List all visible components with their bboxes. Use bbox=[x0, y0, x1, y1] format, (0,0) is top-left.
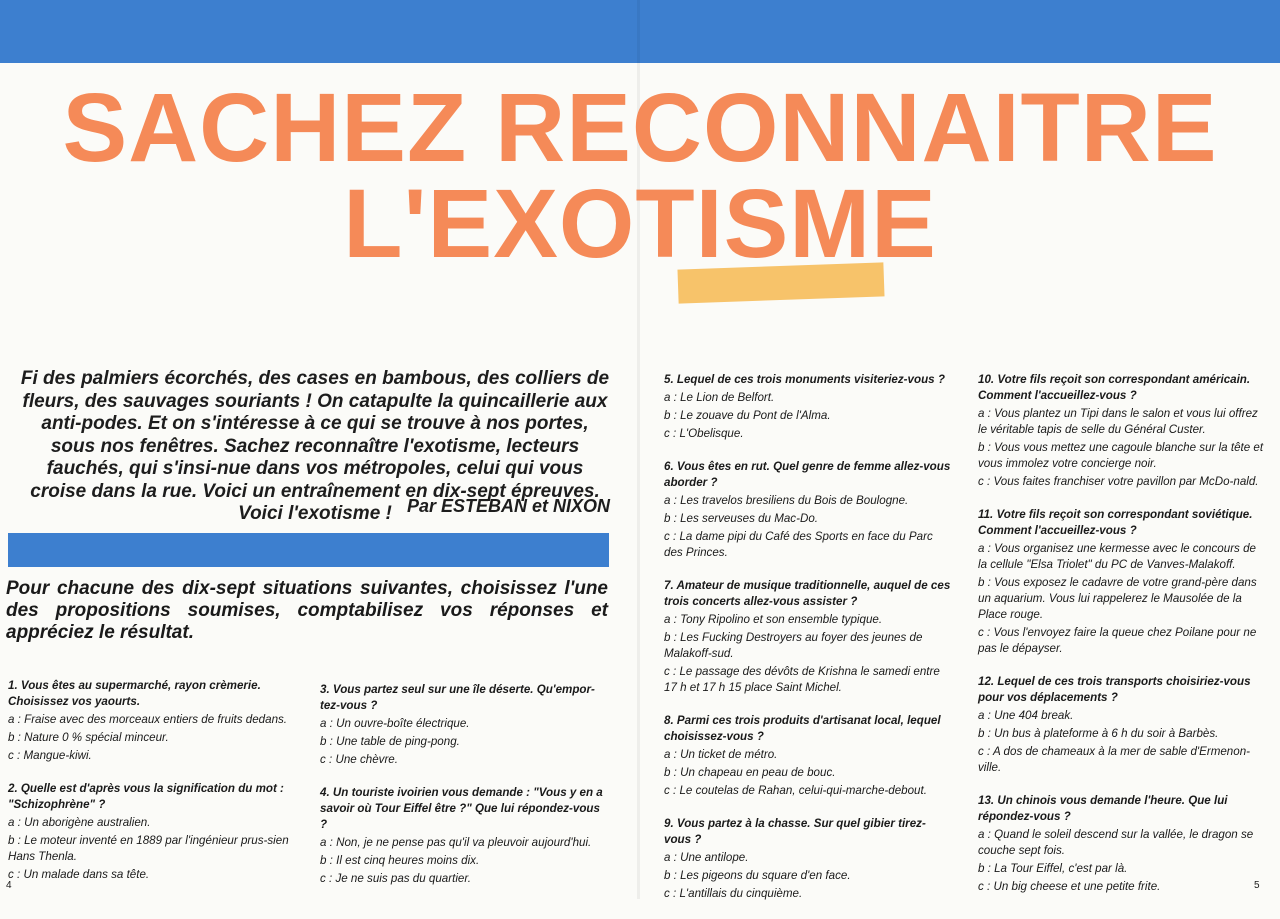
quiz-column-2 bbox=[320, 682, 608, 904]
question-7 bbox=[664, 578, 952, 696]
answer-option: b : Les serveuses du Mac-Do. bbox=[664, 512, 819, 525]
answer-option: a : Un ticket de métro. bbox=[664, 748, 778, 761]
page-title bbox=[0, 73, 1280, 278]
question-3 bbox=[320, 682, 608, 768]
question-1 bbox=[8, 678, 294, 764]
top-color-band bbox=[0, 0, 1280, 63]
quiz-column-1 bbox=[8, 678, 294, 900]
answer-list bbox=[664, 390, 952, 442]
answer-option: a : Le Lion de Belfort. bbox=[664, 391, 775, 404]
answer-list bbox=[320, 716, 608, 768]
answer-list bbox=[664, 747, 952, 799]
intro-paragraph: Fi des palmiers écorchés, des cases en bambous, des colliers de fleurs, des sauvages souriants ! On catapulte la quincaillerie aux anti-podes. Et on s'intéresse à ce qui se trouve à nos portes, sous nos fenêtres. Sachez reconnaître l'exotisme, lecteurs fauchés, qui s'insi-nue dans vos métropoles, celui qui vous croise dans la rue. Voici un entraînement en dix-sept épreuves. Voici l'exotisme ! bbox=[20, 368, 610, 524]
answer-option: a : Quand le soleil descend sur la vallée, le dragon se couche sept fois. bbox=[978, 828, 1254, 857]
answer-list bbox=[8, 815, 294, 883]
quiz-column-3 bbox=[664, 372, 952, 919]
answer-option: b : Un bus à plateforme à 6 h du soir à Barbès. bbox=[978, 727, 1219, 740]
answer-option: b : Le moteur inventé en 1889 par l'ingénieur prus-sien Hans Thenla. bbox=[8, 834, 289, 863]
question-12 bbox=[978, 674, 1266, 776]
question-text: 7. Amateur de musique traditionnelle, auquel de ces trois concerts allez-vous assister ? bbox=[664, 579, 951, 608]
question-text: 10. Votre fils reçoit son correspondant américain. Comment l'accueillez-vous ? bbox=[978, 373, 1251, 402]
answer-list bbox=[978, 541, 1266, 657]
question-text: 4. Un touriste ivoirien vous demande : "Vous y en a savoir où Tour Eiffel être ?" Que lui répondez-vous ? bbox=[320, 786, 603, 831]
quiz-column-4 bbox=[978, 372, 1266, 912]
answer-option: c : Vous faites franchiser votre pavillon par McDo-nald. bbox=[978, 475, 1259, 488]
answer-option: c : Vous l'envoyez faire la queue chez Poilane pour ne pas le dépayser. bbox=[978, 626, 1257, 655]
answer-list bbox=[978, 827, 1266, 895]
answer-option: c : L'Obelisque. bbox=[664, 427, 744, 440]
answer-option: a : Tony Ripolino et son ensemble typique. bbox=[664, 613, 883, 626]
question-text: 8. Parmi ces trois produits d'artisanat local, lequel choisissez-vous ? bbox=[664, 714, 941, 743]
question-text: 11. Votre fils reçoit son correspondant soviétique. Comment l'accueillez-vous ? bbox=[978, 508, 1253, 537]
title-line-1: SACHEZ RECONNAITRE bbox=[62, 73, 1218, 182]
answer-option: c : Un big cheese et une petite frite. bbox=[978, 880, 1161, 893]
answer-list bbox=[8, 712, 294, 764]
answer-option: c : Un malade dans sa tête. bbox=[8, 868, 150, 881]
question-8 bbox=[664, 713, 952, 799]
question-text: 2. Quelle est d'après vous la signification du mot : "Schizophrène" ? bbox=[8, 782, 284, 811]
answer-list bbox=[978, 708, 1266, 776]
answer-option: b : Nature 0 % spécial minceur. bbox=[8, 731, 169, 744]
answer-option: b : Vous vous mettez une cagoule blanche sur la tête et vous immolez votre concierge noir. bbox=[978, 441, 1264, 470]
question-5 bbox=[664, 372, 952, 442]
answer-option: c : Une chèvre. bbox=[320, 753, 398, 766]
answer-option: c : Je ne suis pas du quartier. bbox=[320, 872, 472, 885]
answer-option: c : A dos de chameaux à la mer de sable d'Ermenon-ville. bbox=[978, 745, 1251, 774]
answer-option: c : Le passage des dévôts de Krishna le samedi entre 17 h et 17 h 15 place Saint Michel. bbox=[664, 665, 940, 694]
answer-option: c : Le coutelas de Rahan, celui-qui-marche-debout. bbox=[664, 784, 927, 797]
question-text: 3. Vous partez seul sur une île déserte. Qu'empor-tez-vous ? bbox=[320, 683, 595, 712]
answer-option: c : L'antillais du cinquième. bbox=[664, 887, 803, 900]
answer-option: b : Vous exposez le cadavre de votre grand-père dans un aquarium. Vous lui rappelerez le Mausolée de la Place rouge. bbox=[978, 576, 1257, 621]
answer-option: b : Le zouave du Pont de l'Alma. bbox=[664, 409, 831, 422]
answer-list bbox=[978, 406, 1266, 490]
answer-list bbox=[664, 493, 952, 561]
question-text: 6. Vous êtes en rut. Quel genre de femme allez-vous aborder ? bbox=[664, 460, 951, 489]
question-9 bbox=[664, 816, 952, 902]
answer-option: a : Vous plantez un Tipi dans le salon et vous lui offrez le véritable tapis de selle du Général Custer. bbox=[978, 407, 1258, 436]
page-number-left: 4 bbox=[6, 880, 12, 891]
answer-option: b : Les pigeons du square d'en face. bbox=[664, 869, 851, 882]
question-10 bbox=[978, 372, 1266, 490]
question-13 bbox=[978, 793, 1266, 895]
question-2 bbox=[8, 781, 294, 883]
question-text: 9. Vous partez à la chasse. Sur quel gibier tirez-vous ? bbox=[664, 817, 926, 846]
question-text: 12. Lequel de ces trois transports choisiriez-vous pour vos déplacements ? bbox=[978, 675, 1251, 704]
question-6 bbox=[664, 459, 952, 561]
question-text: 5. Lequel de ces trois monuments visiteriez-vous ? bbox=[664, 373, 945, 386]
answer-list bbox=[320, 835, 608, 887]
answer-option: a : Un aborigène australien. bbox=[8, 816, 151, 829]
page-number-right: 5 bbox=[1254, 880, 1260, 891]
title-line-2: L'EXOTISME bbox=[343, 169, 937, 278]
answer-list bbox=[664, 612, 952, 696]
answer-option: b : Une table de ping-pong. bbox=[320, 735, 460, 748]
instructions-paragraph: Pour chacune des dix-sept situations suivantes, choisissez l'une des propositions soumises, comptabilisez vos réponses et appréciez le résultat. bbox=[6, 578, 608, 643]
answer-option: a : Les travelos bresiliens du Bois de Boulogne. bbox=[664, 494, 909, 507]
answer-option: b : Il est cinq heures moins dix. bbox=[320, 854, 480, 867]
answer-option: c : La dame pipi du Café des Sports en face du Parc des Princes. bbox=[664, 530, 933, 559]
answer-option: a : Une 404 break. bbox=[978, 709, 1074, 722]
answer-option: b : La Tour Eiffel, c'est par là. bbox=[978, 862, 1128, 875]
answer-option: c : Mangue-kiwi. bbox=[8, 749, 92, 762]
answer-option: a : Vous organisez une kermesse avec le concours de la cellule "Elsa Triolet" du PC de Vanves-Malakoff. bbox=[978, 542, 1256, 571]
answer-option: b : Les Fucking Destroyers au foyer des jeunes de Malakoff-sud. bbox=[664, 631, 923, 660]
question-text: 13. Un chinois vous demande l'heure. Que lui répondez-vous ? bbox=[978, 794, 1228, 823]
answer-option: a : Une antilope. bbox=[664, 851, 749, 864]
byline: Par ESTEBAN et NIXON bbox=[406, 496, 610, 516]
answer-option: a : Fraise avec des morceaux entiers de fruits dedans. bbox=[8, 713, 288, 726]
answer-list bbox=[664, 850, 952, 902]
answer-option: a : Non, je ne pense pas qu'il va pleuvoir aujourd'hui. bbox=[320, 836, 592, 849]
answer-option: a : Un ouvre-boîte électrique. bbox=[320, 717, 470, 730]
question-4 bbox=[320, 785, 608, 887]
question-11 bbox=[978, 507, 1266, 657]
section-color-band bbox=[8, 533, 609, 567]
answer-option: b : Un chapeau en peau de bouc. bbox=[664, 766, 836, 779]
question-text: 1. Vous êtes au supermarché, rayon crèmerie. Choisissez vos yaourts. bbox=[8, 679, 261, 708]
